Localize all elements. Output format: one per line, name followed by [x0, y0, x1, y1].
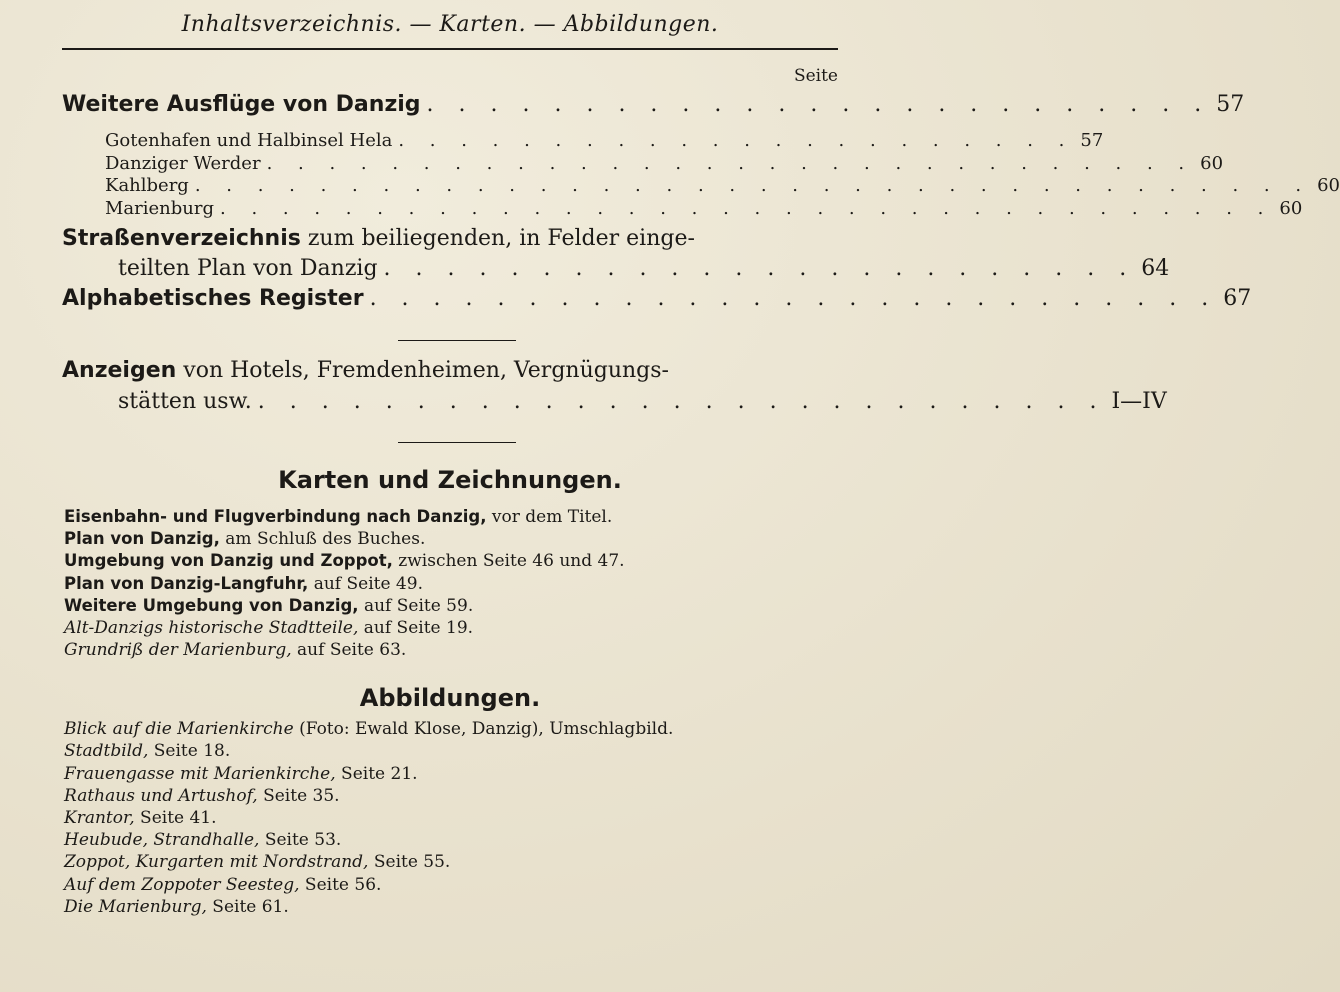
toc-entry-description: von Hotels, Fremdenheimen, Vergnügungs-	[176, 358, 669, 383]
toc-entry-description: teilten Plan von Danzig	[118, 256, 378, 281]
item-location: Seite 56.	[299, 875, 382, 895]
toc-page-number: 67	[1223, 286, 1252, 311]
toc-entry-anzeigen-line2	[118, 389, 1167, 414]
toc-entry-ausfluege	[62, 92, 1245, 117]
item-name: Plan von Danzig,	[64, 529, 220, 548]
list-item-karte	[64, 640, 406, 660]
list-item-abbildung	[64, 830, 341, 850]
item-name: Stadtbild,	[64, 741, 149, 761]
toc-subentry-title: Gotenhafen und Halbinsel Hela	[105, 130, 393, 151]
item-location: auf Seite 49.	[308, 574, 423, 594]
section-divider	[398, 442, 516, 443]
item-name: Zoppot, Kurgarten mit Nordstrand,	[64, 852, 369, 872]
leader-dots: . . . . . . . . . . . . . . . . . . . . . . . . . . .	[369, 286, 1218, 311]
item-location: am Schluß des Buches.	[219, 529, 426, 549]
section-heading-abbildungen: Abbildungen.	[359, 684, 541, 712]
header-rule	[62, 48, 838, 50]
item-location: Seite 61.	[206, 897, 289, 917]
toc-page-number: 57	[1216, 92, 1245, 117]
list-item-karte	[64, 574, 423, 594]
item-name: Grundriß der Marienburg,	[64, 640, 292, 660]
list-item-abbildung	[64, 852, 450, 872]
toc-subentry-title: Marienburg	[105, 198, 215, 219]
toc-subentry	[105, 153, 1224, 174]
item-name: Krantor,	[64, 808, 135, 828]
toc-subentry	[105, 175, 1340, 196]
leader-dots: . . . . . . . . . . . . . . . . . . . . . . . . . . .	[257, 389, 1106, 414]
toc-page-number: I—IV	[1111, 389, 1167, 414]
list-item-karte	[64, 507, 612, 527]
item-name: Auf dem Zoppoter Seesteg,	[64, 875, 300, 895]
leader-dots: . . . . . . . . . . . . . . . . . . . . . . . . . . . . . . . . . .	[220, 198, 1274, 219]
list-item-abbildung	[64, 897, 289, 917]
item-location: auf Seite 63.	[291, 640, 407, 660]
toc-page-number: 60	[1317, 175, 1340, 196]
list-item-abbildung	[64, 741, 230, 761]
item-location: zwischen Seite 46 und 47.	[392, 551, 625, 571]
toc-page-number: 60	[1200, 153, 1224, 174]
toc-entry-strassen-line2	[118, 256, 1170, 281]
item-name: Rathaus und Artushof,	[64, 786, 258, 806]
toc-page-number: 64	[1141, 256, 1170, 281]
toc-entry-anzeigen-line1	[62, 358, 669, 383]
leader-dots: . . . . . . . . . . . . . . . . . . . . . . . . . . . . . .	[266, 153, 1195, 174]
toc-subentry-title: Kahlberg	[105, 175, 189, 196]
toc-entry-title: Straßenverzeichnis	[62, 226, 301, 251]
toc-entry-title: Alphabetisches Register	[62, 286, 364, 311]
item-location: vor dem Titel.	[486, 507, 613, 527]
toc-entry-register	[62, 286, 1252, 311]
item-location: Seite 55.	[368, 852, 451, 872]
section-divider	[398, 340, 516, 341]
item-name: Eisenbahn- und Flugverbindung nach Danzig,	[64, 507, 487, 526]
item-location: Seite 18.	[148, 741, 231, 761]
toc-subentry	[105, 130, 1104, 151]
list-item-abbildung	[64, 719, 673, 739]
toc-page-number: 57	[1080, 130, 1104, 151]
page-header: Inhaltsverzeichnis. — Karten. — Abbildungen.	[181, 12, 719, 37]
item-location: Seite 53.	[259, 830, 342, 850]
leader-dots: . . . . . . . . . . . . . . . . . . . . . .	[398, 130, 1075, 151]
item-name: Die Marienburg,	[64, 897, 207, 917]
leader-dots: . . . . . . . . . . . . . . . . . . . . . . . . .	[426, 92, 1211, 117]
seite-label: Seite	[793, 66, 838, 86]
toc-subentry-title: Danziger Werder	[105, 153, 261, 174]
list-item-karte	[64, 529, 425, 549]
item-name: Blick auf die Marienkirche	[64, 719, 294, 739]
item-location: (Foto: Ewald Klose, Danzig), Umschlagbild.	[293, 719, 674, 739]
toc-subentry	[105, 198, 1303, 219]
item-location: Seite 41.	[134, 808, 217, 828]
list-item-abbildung	[64, 786, 340, 806]
item-name: Umgebung von Danzig und Zoppot,	[64, 551, 393, 570]
toc-entry-description: stätten usw.	[118, 389, 252, 414]
list-item-karte	[64, 551, 625, 571]
item-location: auf Seite 19.	[358, 618, 474, 638]
item-location: auf Seite 59.	[358, 596, 474, 616]
item-name: Frauengasse mit Marienkirche,	[64, 764, 336, 784]
section-heading-karten: Karten und Zeichnungen.	[278, 466, 622, 494]
item-name: Plan von Danzig-Langfuhr,	[64, 574, 309, 593]
list-item-abbildung	[64, 764, 418, 784]
toc-page-number: 60	[1279, 198, 1303, 219]
item-name: Weitere Umgebung von Danzig,	[64, 596, 359, 615]
list-item-abbildung	[64, 875, 381, 895]
item-location: Seite 21.	[335, 764, 418, 784]
item-name: Heubude, Strandhalle,	[64, 830, 260, 850]
list-item-karte	[64, 596, 473, 616]
toc-entry-strassen-line1	[62, 226, 695, 251]
list-item-abbildung	[64, 808, 217, 828]
toc-entry-description: zum beiliegenden, in Felder einge-	[300, 226, 695, 251]
list-item-karte	[64, 618, 473, 638]
item-location: Seite 35.	[257, 786, 340, 806]
leader-dots: . . . . . . . . . . . . . . . . . . . . . . . .	[383, 256, 1136, 281]
toc-entry-title: Weitere Ausflüge von Danzig	[62, 92, 421, 117]
toc-entry-title: Anzeigen	[62, 358, 177, 383]
item-name: Alt-Danzigs historische Stadtteile,	[64, 618, 359, 638]
leader-dots: . . . . . . . . . . . . . . . . . . . . . . . . . . . . . . . . . . . .	[194, 175, 1312, 196]
